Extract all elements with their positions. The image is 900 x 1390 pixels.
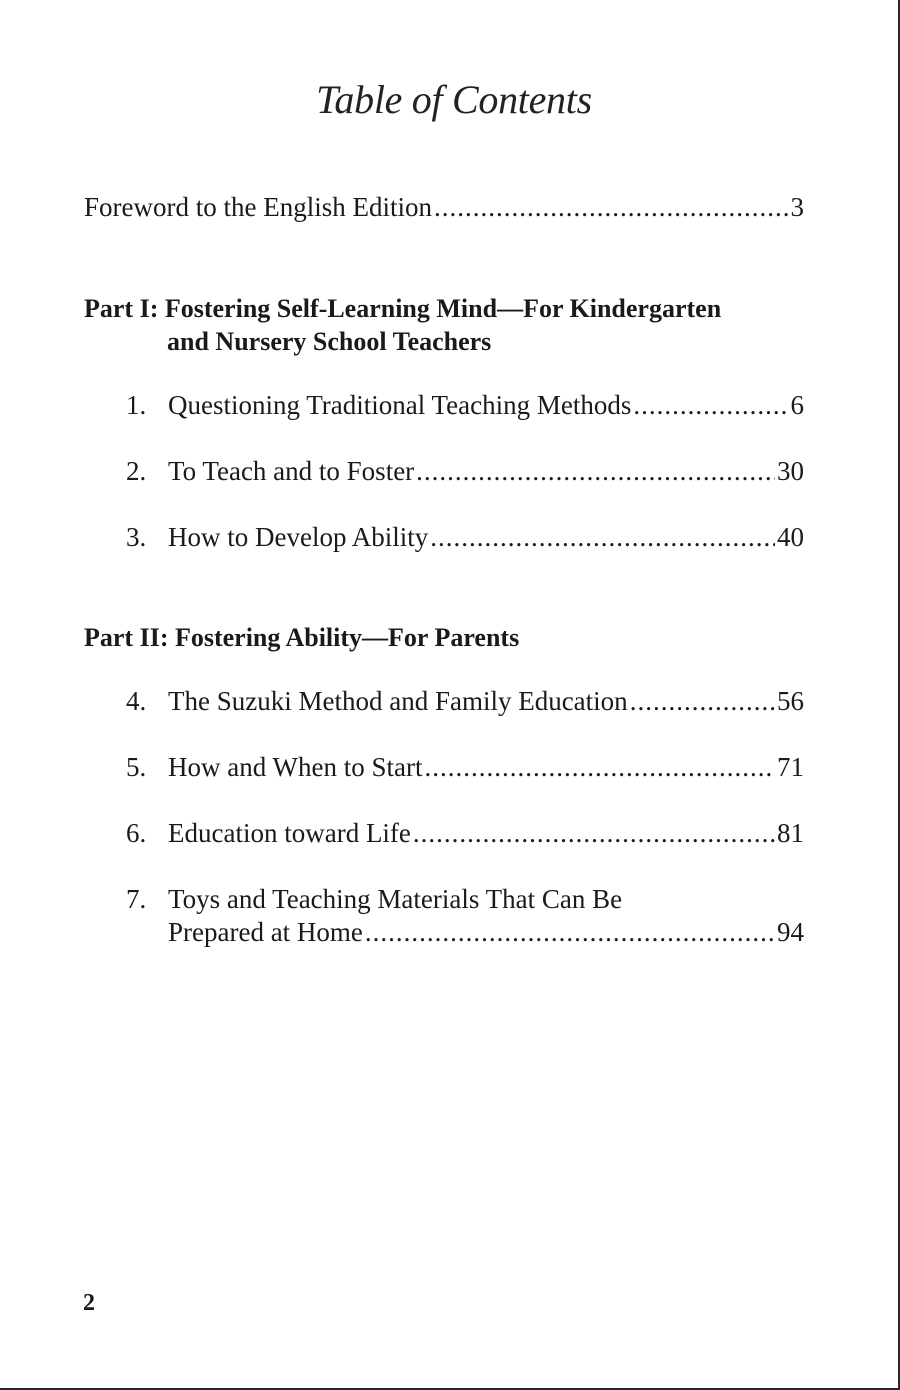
toc-entry-chapter-1[interactable] bbox=[168, 390, 804, 421]
toc-entry-page: 56 bbox=[777, 686, 804, 716]
toc-entry-page: 94 bbox=[777, 917, 804, 947]
dot-leader bbox=[630, 686, 775, 717]
chapter-number: 5. bbox=[126, 752, 147, 782]
toc-entry-page: 40 bbox=[777, 522, 804, 552]
chapter-number: 3. bbox=[126, 522, 147, 552]
part-2-heading-text: Part II: Fostering Ability—For Parents bbox=[84, 623, 520, 652]
part-1-heading-line1: Part I: Fostering Self-Learning Mind—For Kindergarten bbox=[84, 294, 722, 323]
dot-leader bbox=[416, 456, 775, 487]
dot-leader bbox=[413, 818, 775, 849]
chapter-number: 4. bbox=[126, 686, 147, 716]
toc-entry-label: Prepared at Home bbox=[168, 917, 363, 947]
toc-entry-chapter-5[interactable] bbox=[168, 752, 804, 783]
chapter-number: 6. bbox=[126, 818, 147, 848]
page-title: Table of Contents bbox=[316, 77, 592, 122]
dot-leader bbox=[424, 752, 775, 783]
toc-entry-page: 6 bbox=[790, 390, 804, 420]
chapter-number: 1. bbox=[126, 390, 147, 420]
toc-entry-chapter-7-line1[interactable]: Toys and Teaching Materials That Can Be bbox=[168, 884, 623, 914]
toc-entry-chapter-7[interactable] bbox=[168, 917, 804, 948]
dot-leader bbox=[365, 917, 775, 948]
toc-entry-label: The Suzuki Method and Family Education bbox=[168, 686, 628, 716]
chapter-number: 7. bbox=[126, 884, 147, 914]
toc-entry-label: Questioning Traditional Teaching Methods bbox=[168, 390, 632, 420]
toc-entry-label: Foreword to the English Edition bbox=[84, 192, 432, 222]
dot-leader bbox=[430, 522, 775, 553]
part-1-heading bbox=[84, 292, 721, 358]
toc-entry-page: 30 bbox=[777, 456, 804, 486]
toc-entry-page: 3 bbox=[790, 192, 804, 222]
toc-entry-label: How to Develop Ability bbox=[168, 522, 429, 552]
toc-entry-page: 81 bbox=[777, 818, 804, 848]
toc-entry-foreword[interactable] bbox=[84, 192, 804, 223]
toc-entry-page: 71 bbox=[777, 752, 804, 782]
toc-entry-label: Education toward Life bbox=[168, 818, 411, 848]
toc-entry-label: To Teach and to Foster bbox=[168, 456, 415, 486]
part-2-heading bbox=[84, 621, 519, 654]
dot-leader bbox=[434, 192, 789, 223]
toc-entry-chapter-6[interactable] bbox=[168, 818, 804, 849]
toc-entry-chapter-3[interactable] bbox=[168, 522, 804, 553]
toc-entry-chapter-2[interactable] bbox=[168, 456, 804, 487]
toc-entry-label: How and When to Start bbox=[168, 752, 423, 782]
toc-entry-chapter-4[interactable] bbox=[168, 686, 804, 717]
chapter-number: 2. bbox=[126, 456, 147, 486]
page-number: 2 bbox=[83, 1290, 95, 1316]
part-1-heading-line2: and Nursery School Teachers bbox=[167, 327, 492, 356]
dot-leader bbox=[633, 390, 788, 421]
